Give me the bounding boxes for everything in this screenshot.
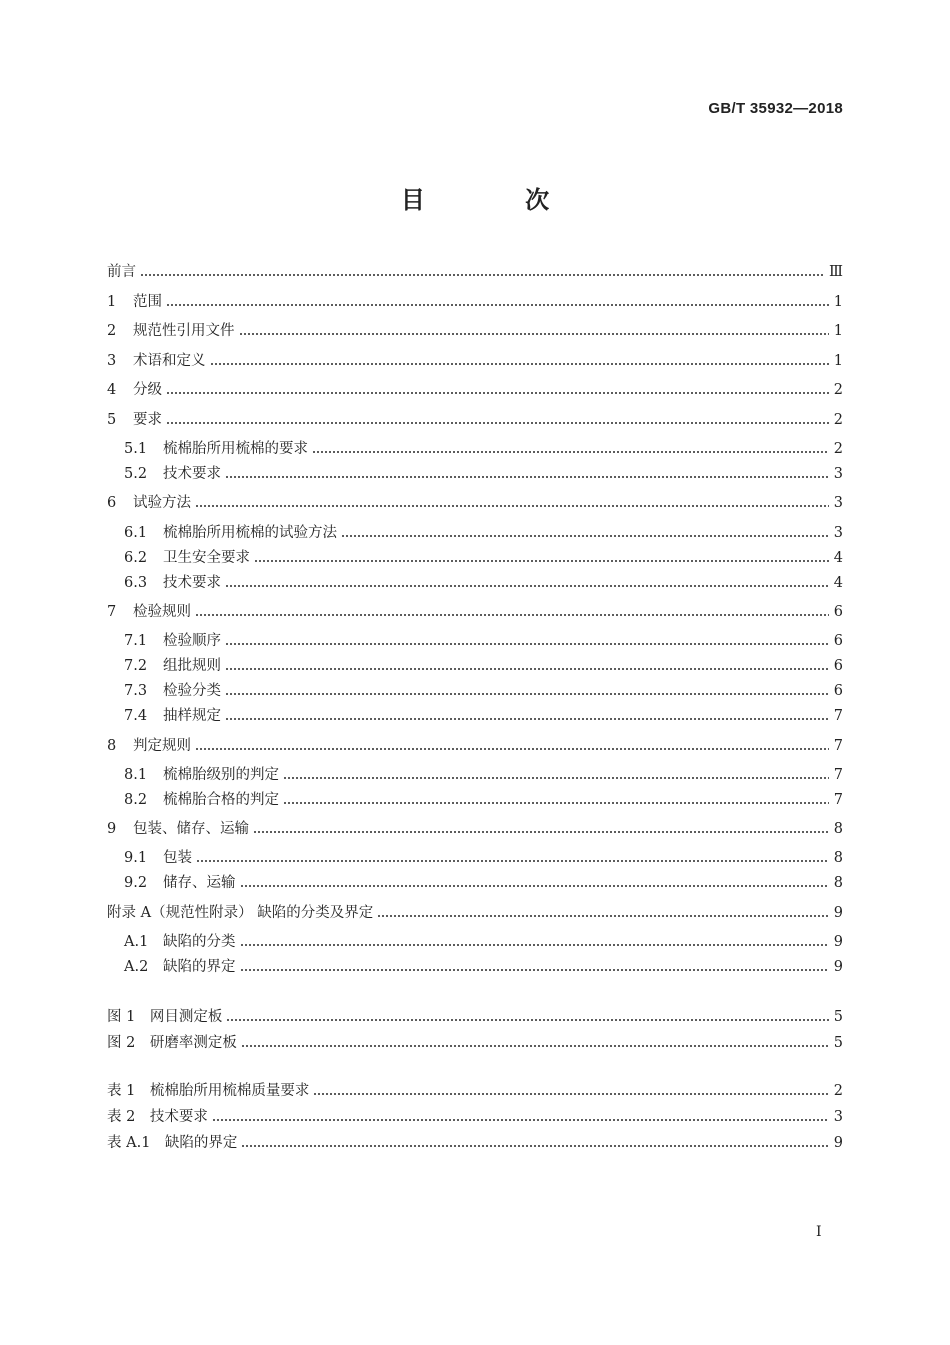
dot-leader (225, 681, 829, 699)
toc-entry-page: 9 (833, 959, 843, 975)
toc-entry[interactable] (107, 348, 843, 370)
dot-leader (313, 1081, 829, 1099)
toc-entry-number: 6 (107, 495, 117, 511)
toc-entry[interactable] (107, 599, 843, 621)
toc-entry-number: 2 (107, 323, 117, 339)
dot-leader (312, 439, 829, 457)
toc-entry-page: 1 (833, 294, 843, 310)
dot-leader (225, 656, 829, 674)
toc-entry-label: 组批规则 (163, 658, 221, 674)
toc-entry-label: 前言 (107, 264, 136, 280)
dot-leader (140, 262, 825, 280)
dot-leader (341, 523, 829, 541)
toc-entry-page: 5 (833, 1009, 843, 1025)
toc-entry-label: 梳棉胎所用梳棉的要求 (163, 441, 308, 457)
toc-entry-label: 技术要求 (163, 575, 221, 591)
toc-entry-number: 1 (107, 294, 117, 310)
toc-entry[interactable] (124, 461, 843, 483)
toc-entry-label: 抽样规定 (163, 708, 221, 724)
toc-entry[interactable] (107, 816, 843, 838)
toc-entry[interactable] (107, 1130, 843, 1152)
dot-leader (225, 631, 829, 649)
toc-entry-page: 3 (833, 525, 843, 541)
toc-entry[interactable] (107, 1004, 843, 1026)
toc-entry-label: 缺陷的分类 (163, 934, 236, 950)
toc-entry-page: 8 (833, 821, 843, 837)
dot-leader (241, 1033, 829, 1051)
toc-entry[interactable] (107, 407, 843, 429)
toc-entry[interactable] (124, 870, 843, 892)
toc-entry[interactable] (107, 318, 843, 340)
dot-leader (239, 321, 830, 339)
toc-entry-number: 7.1 (124, 633, 148, 649)
toc-entry[interactable] (124, 545, 843, 567)
toc-entry-label: 表 A.1 缺陷的界定 (107, 1135, 238, 1151)
toc-entry[interactable] (124, 703, 843, 725)
toc-entry-page: 6 (833, 633, 843, 649)
toc-entry-page: 2 (833, 412, 843, 428)
toc-entry-page: 4 (833, 575, 843, 591)
dot-leader (166, 380, 829, 398)
toc-entry[interactable] (107, 377, 843, 399)
toc-entry-number: A.1 (124, 934, 149, 950)
toc-entry[interactable] (124, 762, 843, 784)
toc-entry-page: 8 (833, 875, 843, 891)
toc-entry-page: 8 (833, 850, 843, 866)
toc-entry-page: 2 (833, 441, 843, 457)
toc-entry-label: 术语和定义 (133, 353, 206, 369)
toc-entry-number: A.2 (124, 959, 149, 975)
toc-entry-label: 图 2 研磨率测定板 (107, 1035, 237, 1051)
dot-leader (283, 765, 829, 783)
dot-leader (166, 410, 829, 428)
toc-entry-number: 9 (107, 821, 117, 837)
toc-entry-label: 检验分类 (163, 683, 221, 699)
dot-leader (212, 1107, 829, 1125)
toc-entry-number: 6.3 (124, 575, 148, 591)
toc-entry-number: 7.2 (124, 658, 148, 674)
toc-entry-number: 4 (107, 382, 117, 398)
dot-leader (226, 1007, 829, 1025)
toc-entry-page: 7 (833, 767, 843, 783)
toc-entry[interactable] (107, 900, 843, 922)
toc-entry-label: 图 1 网目测定板 (107, 1009, 223, 1025)
toc-entry-page: 1 (833, 353, 843, 369)
toc-entry-number: 5 (107, 412, 117, 428)
dot-leader (240, 873, 830, 891)
dot-leader (240, 932, 830, 950)
toc-entry[interactable] (124, 845, 843, 867)
toc-entry-label: 分级 (133, 382, 162, 398)
toc-entry-label: 要求 (133, 412, 162, 428)
toc-entry[interactable] (124, 520, 843, 542)
toc-entry-page: 2 (833, 1083, 843, 1099)
toc-entry[interactable] (107, 1030, 843, 1052)
toc-entry-page: 7 (833, 792, 843, 808)
toc-entry-page: 1 (833, 323, 843, 339)
toc-entry-number: 7.4 (124, 708, 148, 724)
toc-entry[interactable] (107, 259, 843, 281)
dot-leader (210, 351, 830, 369)
toc-entry-page: 3 (833, 466, 843, 482)
toc-entry-label: 缺陷的界定 (163, 959, 236, 975)
dot-leader (196, 848, 829, 866)
toc-entry-label: 卫生安全要求 (163, 550, 250, 566)
toc-entry-number: 8 (107, 738, 117, 754)
toc-entry-page: 9 (833, 934, 843, 950)
toc-entry-number: 8.2 (124, 792, 148, 808)
toc-entry-page: 6 (833, 683, 843, 699)
toc-entry-number: 7 (107, 604, 117, 620)
toc-entry-label: 试验方法 (133, 495, 191, 511)
toc-entry-page: 6 (833, 658, 843, 674)
toc-entry-page: 3 (833, 495, 843, 511)
page-title: 目 次 (400, 185, 596, 214)
toc-entry-label: 技术要求 (163, 466, 221, 482)
toc-entry[interactable] (107, 1078, 843, 1100)
dot-leader (225, 706, 829, 724)
toc-entry[interactable] (124, 653, 843, 675)
toc-entry-number: 9.1 (124, 850, 148, 866)
toc-entry-number: 5.2 (124, 466, 148, 482)
toc-entry-page: Ⅲ (829, 264, 843, 280)
toc-entry-label: 包装、储存、运输 (133, 821, 249, 837)
toc-entry-label: 检验规则 (133, 604, 191, 620)
toc-entry-number: 7.3 (124, 683, 148, 699)
dot-leader (254, 548, 829, 566)
toc-entry[interactable] (124, 787, 843, 809)
toc-entry-page: 2 (833, 382, 843, 398)
toc-entry-label: 判定规则 (133, 738, 191, 754)
toc-entry-number: 5.1 (124, 441, 148, 457)
dot-leader (195, 736, 829, 754)
toc-entry-label: 附录 A（规范性附录） 缺陷的分类及界定 (107, 905, 374, 921)
dot-leader (377, 903, 829, 921)
dot-leader (195, 602, 829, 620)
toc-entry-label: 规范性引用文件 (133, 323, 235, 339)
dot-leader (253, 819, 829, 837)
toc-entry-label: 包装 (163, 850, 192, 866)
toc-entry-label: 表 2 技术要求 (107, 1109, 208, 1125)
toc-entry-label: 表 1 梳棉胎所用梳棉质量要求 (107, 1083, 310, 1099)
standard-code: GB/T 35932—2018 (708, 100, 843, 117)
toc-entry-label: 检验顺序 (163, 633, 221, 649)
toc-entry[interactable] (124, 929, 843, 951)
toc-entry-label: 储存、运输 (163, 875, 236, 891)
dot-leader (240, 957, 830, 975)
dot-leader (241, 1133, 829, 1151)
toc-entry-number: 3 (107, 353, 117, 369)
toc-entry-label: 梳棉胎合格的判定 (163, 792, 279, 808)
toc-entry[interactable] (107, 1104, 843, 1126)
toc-entry-page: 7 (833, 708, 843, 724)
dot-leader (195, 493, 829, 511)
toc-entry-number: 8.1 (124, 767, 148, 783)
toc-entry[interactable] (124, 436, 843, 458)
toc-entry-number: 6.1 (124, 525, 148, 541)
toc-entry-page: 6 (833, 604, 843, 620)
toc-entry-page: 9 (833, 1135, 843, 1151)
toc-entry-page: 7 (833, 738, 843, 754)
toc-entry[interactable] (124, 628, 843, 650)
toc-entry-page: 4 (833, 550, 843, 566)
toc-entry-number: 6.2 (124, 550, 148, 566)
dot-leader (166, 292, 829, 310)
toc-entry[interactable] (124, 678, 843, 700)
toc-entry[interactable] (124, 954, 843, 976)
toc-entry[interactable] (107, 490, 843, 512)
dot-leader (283, 790, 829, 808)
toc-entry-page: 9 (833, 905, 843, 921)
toc-entry-label: 梳棉胎级别的判定 (163, 767, 279, 783)
toc-entry[interactable] (107, 289, 843, 311)
page-number: I (816, 1224, 822, 1240)
toc-entry[interactable] (107, 733, 843, 755)
toc-entry-label: 范围 (133, 294, 162, 310)
dot-leader (225, 573, 829, 591)
toc-entry-page: 5 (833, 1035, 843, 1051)
toc-entry-number: 9.2 (124, 875, 148, 891)
toc-entry[interactable] (124, 570, 843, 592)
toc-entry-label: 梳棉胎所用梳棉的试验方法 (163, 525, 337, 541)
toc-entry-page: 3 (833, 1109, 843, 1125)
dot-leader (225, 464, 829, 482)
